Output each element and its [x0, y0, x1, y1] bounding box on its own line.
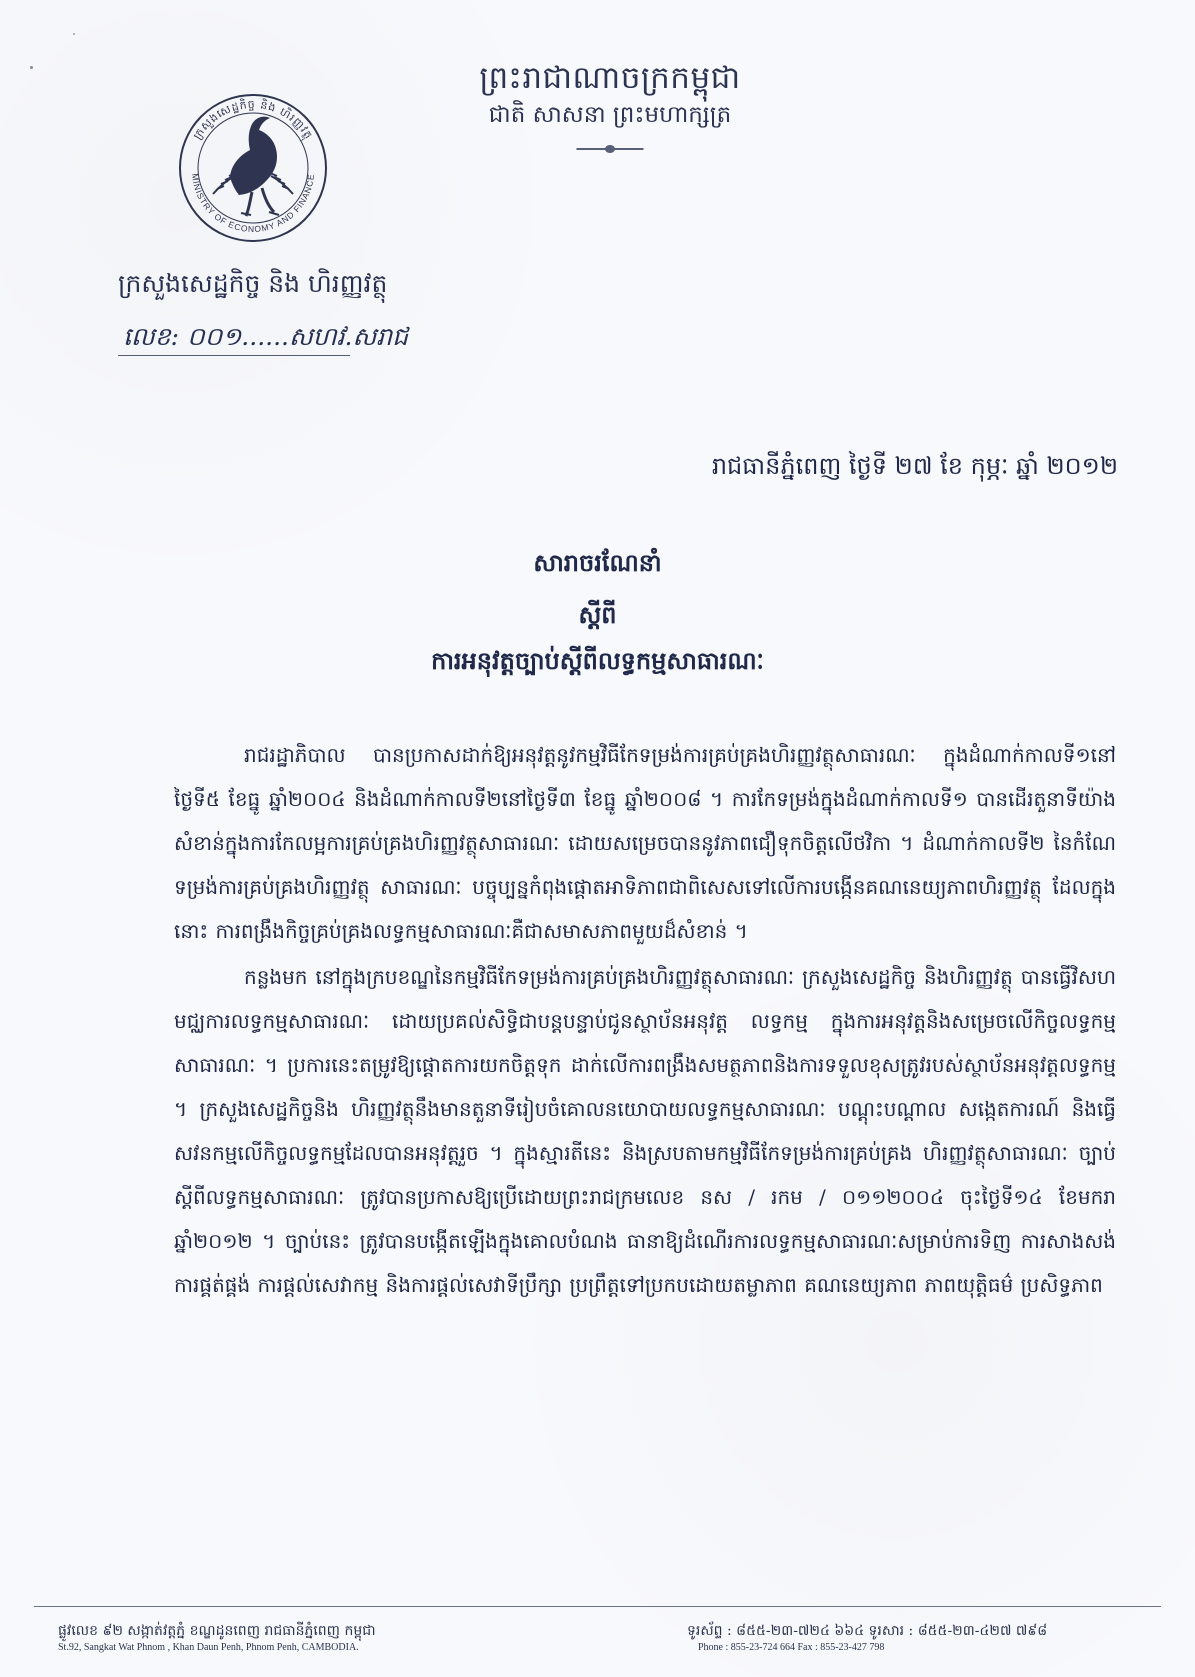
- document-body: [174, 733, 1116, 1307]
- document-subheading: ស្តីពី: [578, 600, 617, 629]
- document-date: រាជធានីភ្នំពេញ ថ្ងៃទី ២៧ ខែ កុម្ភៈ ឆ្នាំ ២០១២: [711, 452, 1118, 480]
- document-topic: ការអនុវត្តច្បាប់ស្តីពីលទ្ធកម្មសាធារណៈ: [431, 646, 764, 675]
- seal-text-kh: ក្រសួងសេដ្ឋកិច្ច និង ហិរញ្ញវត្ថុ: [190, 97, 316, 142]
- seal-text-en: MINISTRY OF ECONOMY AND FINANCE: [189, 173, 317, 235]
- kingdom-title: ព្រះរាជាណាចក្រកម្ពុជា: [479, 60, 741, 96]
- letter-number-underline: [118, 355, 350, 356]
- kingdom-motto: ជាតិ សាសនា ព្រះមហាក្សត្រ: [488, 102, 732, 128]
- document-heading: សារាចរណែនាំ: [533, 548, 662, 577]
- scan-speck: [73, 33, 75, 35]
- ministry-name: ក្រសួងសេដ្ឋកិច្ច និង ហិរញ្ញវត្ថុ: [118, 269, 388, 298]
- paragraph-2: កន្លងមក នៅក្នុងក្របខណ្ឌនៃកម្មវិធីកែទម្រង់ការគ្រប់គ្រងហិរញ្ញវត្ថុសាធារណៈ ក្រសួងសេដ្ឋកិច្ច និងហិរញ្ញវត្ថុ បានធ្វើវិសហមជ្ឈការលទ្ធកម្មសាធារណៈ ដោយប្រគល់សិទ្ធិជាបន្តបន្ទាប់ជូនស្ថាប័នអនុវត្ត លទ្ធកម្ម ក្នុងការអនុវត្តនិងសម្រេចលើកិច្ចលទ្ធកម្មសាធារណៈ ។ ប្រការនេះតម្រូវឱ្យផ្តោតការយកចិត្តទុក ដាក់លើការពង្រឹងសមត្ថភាពនិងការទទួលខុសត្រូវរបស់ស្ថាប័នអនុវត្តលទ្ធកម្ម ។ ក្រសួងសេដ្ឋកិច្ចនិង ហិរញ្ញវត្ថុនឹងមានតួនាទីរៀបចំគោលនយោបាយលទ្ធកម្មសាធារណៈ បណ្តុះបណ្តាល សង្កេតការណ៍ និងធ្វើ សវនកម្មលើកិច្ចលទ្ធកម្មដែលបានអនុវត្តរួច ។ ក្នុងស្មារតីនេះ និងស្របតាមកម្មវិធីកែទម្រង់ការគ្រប់គ្រង ហិរញ្ញវត្ថុសាធារណៈ ច្បាប់ស្តីពីលទ្ធកម្មសាធារណៈ ត្រូវបានប្រកាសឱ្យប្រើដោយព្រះរាជក្រមលេខ នស / រកម / ០១១២០០៤ ចុះថ្ងៃទី១៤ ខែមករា ឆ្នាំ២០១២ ។ ច្បាប់នេះ ត្រូវបានបង្កើតឡើងក្នុងគោលបំណង ធានាឱ្យដំណើរការលទ្ធកម្មសាធារណៈសម្រាប់ការទិញ ការសាងសង់ ការផ្គត់ផ្គង់ ការផ្តល់សេវាកម្ម និងការផ្តល់សេវាទីប្រឹក្សា ប្រព្រឹត្តទៅប្រកបដោយតម្លាភាព គណនេយ្យភាព ភាពយុត្តិធម៌ ប្រសិទ្ធភាព: [174, 965, 1116, 1297]
- scan-speck: [30, 66, 33, 69]
- footer-phone-fax-en: Phone : 855-23-724 664 Fax : 855-23-427 798: [698, 1642, 885, 1653]
- footer-divider: [34, 1606, 1161, 1607]
- footer-phone-fax-kh: ទូរស័ព្ទ : ៨៥៥-២៣-៧២៤ ៦៦៤ ទូរសារ : ៨៥៥-២៣-៤២៧ ៧៩៨: [687, 1623, 1048, 1639]
- kingdom-header: [460, 58, 760, 150]
- footer-address-en: St.92, Sangkat Wat Phnom , Khan Daun Penh, Phnom Penh, CAMBODIA.: [58, 1642, 359, 1653]
- letter-number: លេខ: ០០១......សហវ.សរាជ: [123, 322, 409, 351]
- ministry-seal-icon: [168, 83, 338, 253]
- divider-ornament: [568, 148, 652, 150]
- footer-address-kh: ផ្លូវលេខ ៩២ សង្កាត់វត្តភ្នំ ខណ្ឌដូនពេញ រាជធានីភ្នំពេញ កម្ពុជា: [58, 1623, 376, 1639]
- paragraph-1: រាជរដ្ឋាភិបាល បានប្រកាសដាក់ឱ្យអនុវត្តនូវកម្មវិធីកែទម្រង់ការគ្រប់គ្រងហិរញ្ញវត្ថុសាធារណៈ ក្នុងដំណាក់កាលទី១នៅថ្ងៃទី៥ ខែធ្នូ ឆ្នាំ២០០៤ និងដំណាក់កាលទី២នៅថ្ងៃទី៣ ខែធ្នូ ឆ្នាំ២០០៨ ។ ការកែទម្រង់ក្នុងដំណាក់កាលទី១ បានដើរតួនាទីយ៉ាងសំខាន់ក្នុងការកែលម្អការគ្រប់គ្រងហិរញ្ញវត្ថុសាធារណៈ ដោយសម្រេចបាននូវភាពជឿទុកចិត្តលើថវិកា ។ ដំណាក់កាលទី២ នៃកំណែទម្រង់ការគ្រប់គ្រងហិរញ្ញវត្ថុ សាធារណៈ បច្ចុប្បន្នកំពុងផ្តោតអាទិភាពជាពិសេសទៅលើការបង្កើនគណនេយ្យភាពហិរញ្ញវត្ថុ ដែលក្នុង នោះ ការពង្រឹងកិច្ចគ្រប់គ្រងលទ្ធកម្មសាធារណៈគឺជាសមាសភាពមួយដ៏សំខាន់ ។: [174, 743, 1116, 943]
